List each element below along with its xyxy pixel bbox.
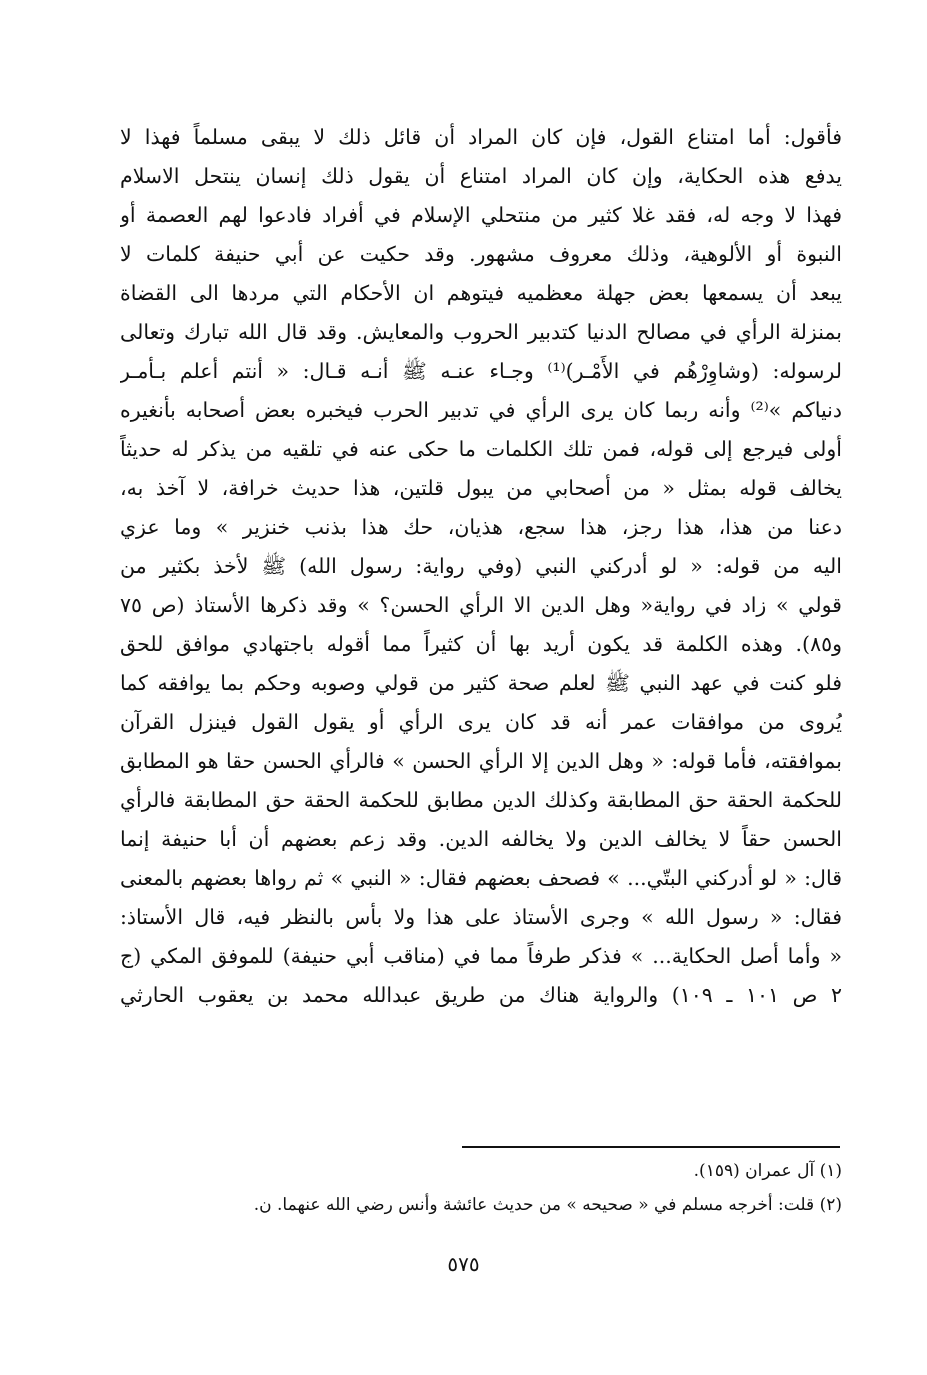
text-line: لرسوله: (وشاوِرْهُم في الأَمْـر)⁽¹⁾ وجـاء عنـه ﷺ أنـه قـال: « أنتم أعلم بـأمـر <box>120 359 842 383</box>
footnote-2: (٢) قلت: أخرجه مسلم في « صحيحه » من حديث عائشة وأنس رضي الله عنهما. ن. <box>253 1195 842 1215</box>
text-line: الحسن حقاً لا يخالف الدين ولا يخالفه الدين. وقد زعم بعضهم أن أبا حنيفة إنما <box>120 827 842 851</box>
footnotes <box>120 1154 842 1222</box>
text-line: دعنا من هذا، هذا رجز، هذا سجع، هذيان، حك هذا بذنب خنزير » وما عزي <box>120 515 842 539</box>
text-line: يخالف قوله بمثل « من أصحابي من يبول قلتين، هذا حديث خرافة، لا آخذ به، <box>120 476 842 500</box>
text-line: النبوة أو الألوهية، وذلك معروف مشهور. وقد حكيت عن أبي حنيفة كلمات لا <box>120 242 842 266</box>
text-line: فهذا لا وجه له، فقد غلا كثير من منتحلي الإسلام في أفراد فادعوا لهم العصمة أو <box>120 203 842 227</box>
text-line: يُروى من موافقات عمر أنه قد كان يرى الرأي أو يقول القول فينزل القرآن <box>120 710 842 734</box>
text-line: فقال: « رسول الله » وجرى الأستاذ على هذا ولا بأس بالنظر فيه، قال الأستاذ: <box>120 905 842 929</box>
text-line: يبعد أن يسمعها بعض جهلة معظميه فيتوهم ان الأحكام التي مردها الى القضاة <box>120 281 842 305</box>
footnote-separator <box>462 1146 840 1148</box>
text-line: فلو كنت في عهد النبي ﷺ لعلم صحة كثير من قولي وصوبه وحكم بما يوافقه كما <box>120 671 842 695</box>
text-line: بمنزلة الرأي في مصالح الدنيا كتدبير الحروب والمعايش. وقد قال الله تبارك وتعالى <box>120 320 842 344</box>
footnote-1: (١) آل عمران (١٥٩). <box>693 1161 842 1181</box>
text-line: اليه من قوله: « لو أدركني النبي (وفي رواية: رسول الله) ﷺ لأخذ بكثير من <box>120 554 842 578</box>
text-line: « وأما أصل الحكاية... » فذكر طرفاً مما في (مناقب أبي حنيفة) للموفق المكي (ج <box>120 944 842 968</box>
main-text <box>120 118 842 1015</box>
text-line: قال: « لو أدركني البتّي... » فصحف بعضهم فقال: « النبي » ثم رواها بعضهم بالمعنى <box>120 866 842 890</box>
page-number: ٥٧٥ <box>447 1252 480 1276</box>
text-line: قولي » زاد في رواية« وهل الدين الا الرأي الحسن؟ » وقد ذكرها الأستاذ (ص ٧٥ <box>120 593 842 617</box>
text-line: دنياكم »⁽²⁾ وأنه ربما كان يرى الرأي في تدبير الحرب فيخبره بعض أصحابه بأنغيره <box>120 398 842 422</box>
text-line: ٢ ص ١٠١ ـ ١٠٩) والرواية هناك من طريق عبدالله محمد بن يعقوب الحارثي <box>120 983 842 1007</box>
text-line: و٨٥). وهذه الكلمة قد يكون أريد بها أن كثيراً مما أقوله باجتهادي موافق للحق <box>120 632 842 656</box>
text-line: للحكمة الحقة حق المطابقة وكذلك الدين مطابق للحكمة الحقة حق المطابقة فالرأي <box>120 788 842 812</box>
text-line: فأقول: أما امتناع القول، فإن كان المراد أن قائل ذلك لا يبقى مسلماً فهذا لا <box>120 125 842 149</box>
text-line: أولى فيرجع إلى قوله، فمن تلك الكلمات ما حكى عنه في تلقيه من يذكر له حديثاً <box>120 437 842 461</box>
text-line: بموافقته، فأما قوله: « وهل الدين إلا الرأي الحسن » فالرأي الحسن حقا هو المطابق <box>120 749 842 773</box>
text-line: يدفع هذه الحكاية، وإن كان المراد امتناع أن يقول ذلك إنسان ينتحل الاسلام <box>120 164 842 188</box>
